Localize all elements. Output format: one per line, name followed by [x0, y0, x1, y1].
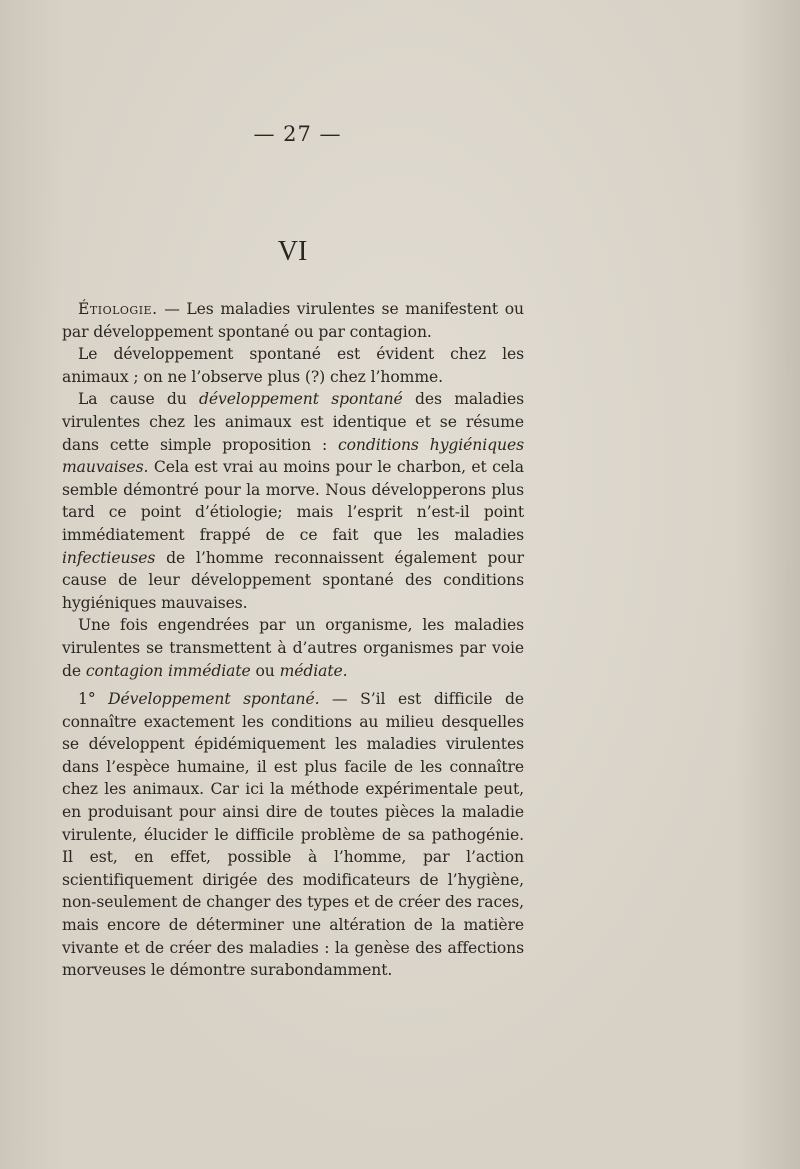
- italic-run: médiate.: [279, 661, 348, 680]
- paragraph: Le développement spontané est évident chez les animaux ; on ne l’observe plus (?) chez l’homme.: [62, 345, 524, 386]
- italic-run: infectieuses: [62, 548, 156, 567]
- italic-run: développement spontané: [199, 390, 403, 409]
- italic-run: contagion immédiate: [85, 661, 251, 680]
- chapter-heading: VI: [277, 236, 308, 267]
- italic-run: conditions hygiéniques mauvaises.: [62, 435, 524, 477]
- paragraph: Étiologie. — Les maladies virulentes se manifestent ou par développement spontané ou par contagion.: [62, 300, 524, 341]
- section-heading: Étiologie.: [78, 300, 158, 318]
- paragraph: Une fois engendrées par un organisme, les maladies virulentes se transmettent à d’autres organismes par voie de contagion immédiate ou médiate.: [62, 616, 524, 680]
- section-etiologie: [62, 298, 524, 682]
- paragraph: La cause du développement spontané des maladies virulentes chez les animaux est identique et se résume dans cette simple proposition : conditions hygiéniques mauvaises. Cela est vrai au moins pour le charbon, et cela semble démontré pour la morve. Nous développerons plus tard ce point d’étiologie; mais l’esprit n’est-il point immédiatement frappé de ce fait que les maladies infectieuses de l’homme reconnaissent également pour cause de leur développement spontané des conditions hygiéniques mauvaises.: [62, 390, 524, 612]
- section-heading: 1° Développement spontané.: [78, 690, 320, 708]
- section-developpement-spontane: [62, 688, 524, 982]
- paragraph: 1° Développement spontané. — S’il est difficile de connaître exactement les conditions au milieu desquelles se développent épidémiquement les maladies virulentes dans l’espèce humaine, il est plus facile de les connaître chez les animaux. Car ici la méthode expérimentale peut, en produisant pour ainsi dire de toutes pièces la maladie virulente, élucider le difficile problème de sa pathogénie. Il est, en effet, possible à l’homme, par l’action scientifiquement dirigée des modificateurs de l’hygiène, non-seulement de changer des types et de créer des races, mais encore de déterminer une altération de la matière vivante et de créer des maladies : la genèse des affections morveuses le démontre surabondamment.: [62, 690, 524, 980]
- page-number: — 27 —: [253, 122, 342, 146]
